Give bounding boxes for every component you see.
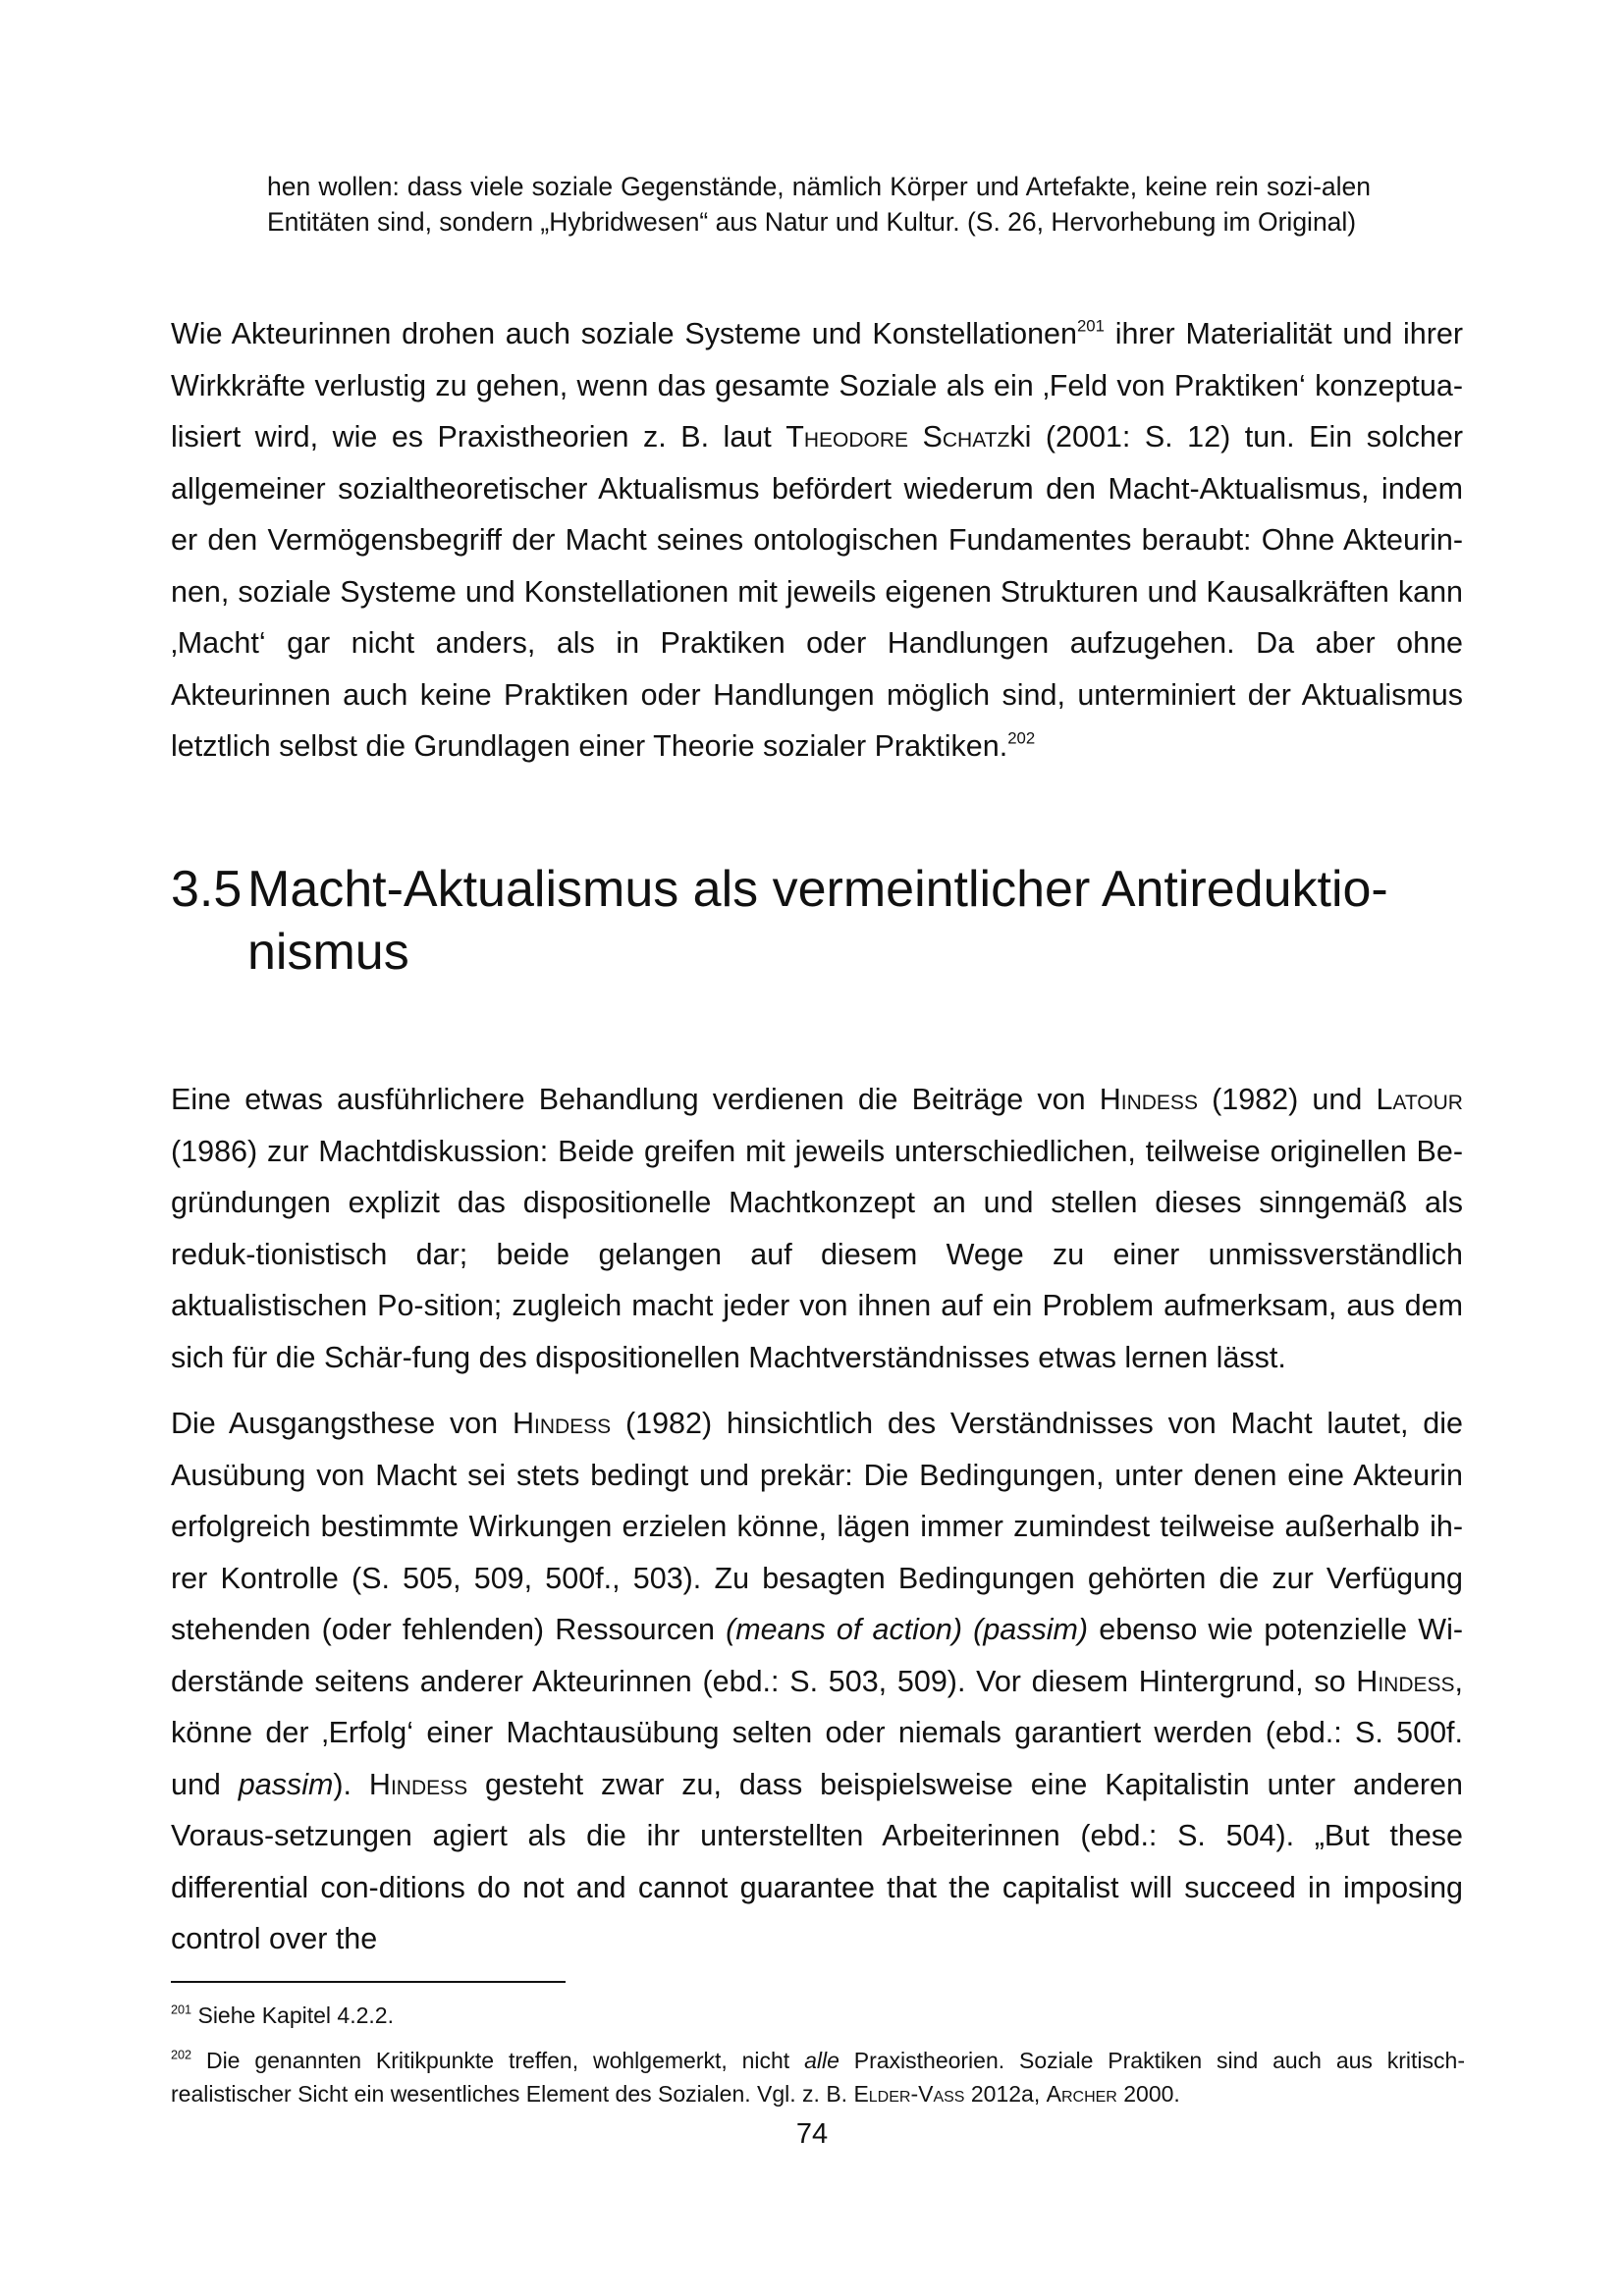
p1-text-c: (2001: S. 12) tun. Ein solcher allgemeiner sozialtheoretischer Aktualismus befördert wiederum den Macht-Aktualismus, indem er den Vermögensbegriff der Macht seines ontologischen Fundamentes beraubt: Ohne Akteurin-nen, soziale Systeme und Konstellationen mit jeweils eigenen Strukturen und Kausalkräften kann ‚Macht‘ gar nicht anders, als in Praktiken oder Handlungen aufzugehen. Da aber ohne Akteurinnen auch keine Praktiken oder Handlungen möglich sind, unterminiert der Aktualismus letztlich selbst die Grundlagen einer Theorie sozialer Praktiken. [171, 420, 1464, 763]
footnote-separator [171, 1981, 566, 1983]
p1-text-b: ihrer Materialität und ihrer Wirkkräfte verlustig zu gehen, wenn das gesamte Soziale als ein ‚Feld von Praktiken‘ konzeptua-lisiert wird, wie es Praxistheorien z. B. laut [171, 317, 1463, 454]
author-name-tail: ki [1009, 420, 1032, 454]
author-name-hindess: Hindess [1099, 1083, 1198, 1116]
p3-text-f: gesteht zwar zu, dass beispielsweise eine Kapitalistin unter anderen Voraus-setzungen agiert als die ihr unterstellten Arbeiterinnen (ebd.: S. 504). „But these differential con-ditions do not and cannot guarantee that the capitalist will succeed in imposing control over the [171, 1767, 1463, 1955]
footnote-202-text-c: 2012a, [964, 2081, 1047, 2107]
p2-text-b: (1982) und [1197, 1083, 1377, 1116]
footnote-mark-202: 202 [171, 2048, 192, 2062]
section-number: 3.5 [171, 861, 243, 918]
footnote-202-text-a: Die genannten Kritikpunkte treffen, wohlgemerkt, nicht [191, 2048, 805, 2073]
paragraph-1 [171, 308, 1463, 773]
p3-text-a: Die Ausgangsthese von [171, 1407, 513, 1440]
p2-text-a: Eine etwas ausführlichere Behandlung verdienen die Beiträge von [171, 1083, 1100, 1116]
page-number: 74 [795, 2118, 829, 2150]
footnote-201 [171, 1999, 1465, 2032]
section-heading [171, 858, 1467, 984]
p3-text-b: (1982) hinsichtlich des Verständnisses von Macht lautet, die Ausübung von Macht sei stets bedingt und prekär: Die Bedingungen, unter denen eine Akteurin erfolgreich bestimmte Wirkungen erzielen könne, lägen immer zumindest teilweise außerhalb ih-rer Kontrolle (S. 505, 509, 500f., 503). Zu besagten Bedingungen gehörten die zur Verfügung stehenden (oder fehlenden) Ressourcen [171, 1407, 1464, 1646]
block-quote [267, 169, 1371, 240]
author-name-elder-vass: Elder-Vass [853, 2081, 965, 2107]
footnote-mark-201: 201 [171, 2002, 192, 2017]
p3-text-c: ebenso wie potenzielle Wi-derstände seitens anderer Akteurinnen (ebd.: S. 503, 509). Vor diesem Hintergrund, so [171, 1613, 1463, 1698]
author-name-hindess: Hindess [368, 1767, 468, 1801]
p2-text-c: (1986) zur Machtdiskussion: Beide greifen mit jeweils unterschiedlichen, teilweise originellen Be-gründungen explizit das dispositionelle Machtkonzept an und stellen dieses sinngemäß als reduk-tionistisch dar; beide gelangen auf diesem Wege zu einer unmissverständlich aktualistischen Po-sition; zugleich macht jeder von ihnen auf ein Problem aufmerksam, aus dem sich für die Schär-fung des dispositionellen Machtverständnisses etwas lernen lässt. [171, 1134, 1463, 1374]
author-name-archer: Archer [1046, 2081, 1117, 2107]
author-name-hindess: Hindess [1356, 1664, 1455, 1698]
footnote-202-text-b: Praxistheorien. Soziale Praktiken sind auch aus kritisch-realistischer Sicht ein wesentliches Element des Sozialen. Vgl. z. B. [171, 2048, 1465, 2107]
p3-italic-passim: passim [238, 1767, 334, 1801]
footnote-201-text: Siehe Kapitel 4.2.2. [191, 2002, 394, 2028]
footnote-202-italic: alle [804, 2048, 839, 2073]
section-title-line2: nismus [247, 924, 409, 981]
footnote-202-text-d: 2000. [1116, 2081, 1180, 2107]
p3-text-d: , könne der ‚Erfolg‘ einer Machtausübung selten oder niemals garantiert werden (ebd.: S. 500f. und [171, 1664, 1463, 1801]
author-name-schatzki: Theodore Schatz [785, 420, 1010, 454]
footnote-202 [171, 2044, 1465, 2110]
p3-text-e: ). [333, 1767, 369, 1801]
author-name-hindess: Hindess [512, 1407, 612, 1440]
paragraph-2 [171, 1074, 1463, 1383]
p3-italic-means: (means of action) (passim) [726, 1613, 1089, 1646]
paragraph-3 [171, 1398, 1463, 1965]
p1-text-a: Wie Akteurinnen drohen auch soziale Systeme und Konstellationen [171, 317, 1077, 350]
footnote-ref-202[interactable]: 202 [1007, 728, 1036, 748]
section-title-line1: Macht-Aktualismus als vermeintlicher Antireduktio- [247, 861, 1388, 918]
footnote-ref-201[interactable]: 201 [1076, 316, 1105, 336]
block-quote-text: hen wollen: dass viele soziale Gegenstände, nämlich Körper und Artefakte, keine rein sozi-alen Entitäten sind, sondern „Hybridwesen“ aus Natur und Kultur. (S. 26, Hervorhebung im Original) [267, 172, 1371, 237]
author-name-latour: Latour [1376, 1083, 1463, 1116]
